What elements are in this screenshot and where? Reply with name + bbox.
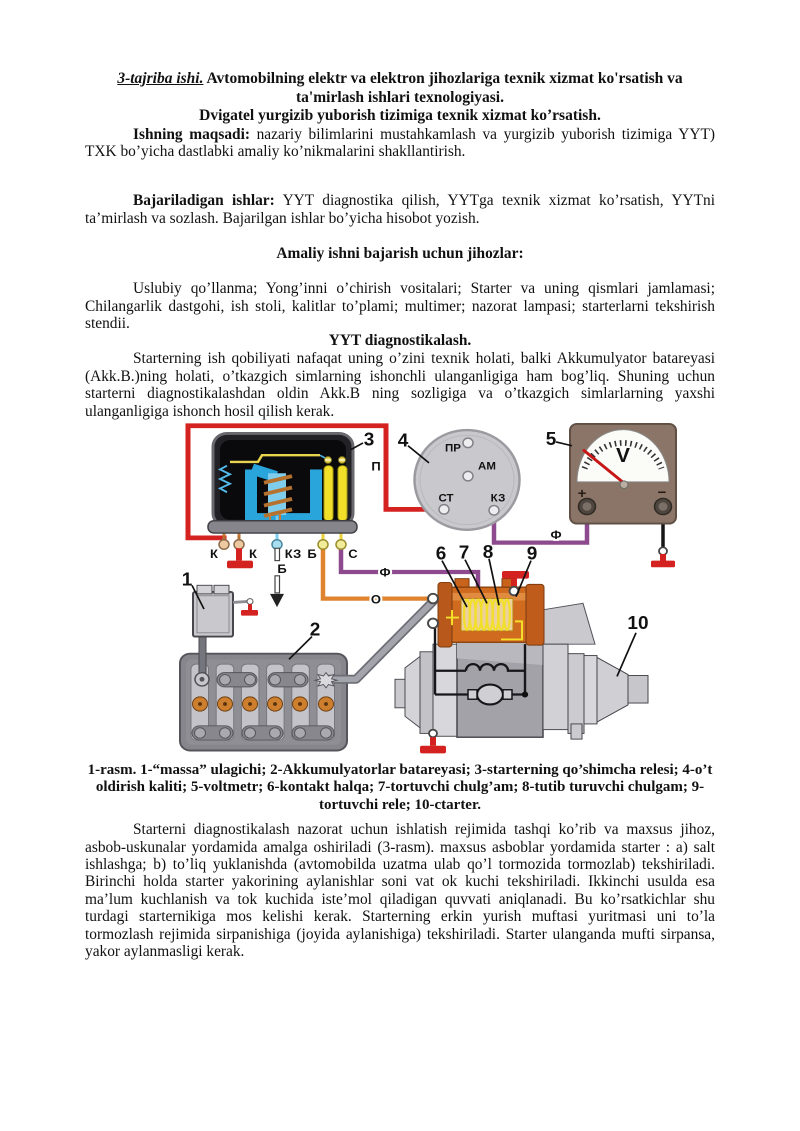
cap-dot — [298, 702, 302, 706]
title-text: Avtomobilning elektr va elektron jihozlariga texnik xizmat ko'rsatish va ta'mirlash ishlari texnologiyasi. — [203, 70, 683, 106]
purpose-label: Ishning maqsadi: — [133, 125, 250, 143]
label-3: 3 — [363, 429, 375, 450]
wire-label-o: О — [370, 592, 382, 607]
brush-left — [468, 690, 477, 699]
label-4: 4 — [397, 430, 409, 451]
massa-lever-pin — [247, 599, 253, 605]
strap-post — [295, 675, 306, 685]
ground-joint — [429, 730, 437, 738]
relay-terminal-k2 — [234, 540, 244, 549]
figure-caption: 1-rasm. 1-“massa” ulagichi; 2-Akkumulyatorlar batareyasi; 3-starterning qo’shimcha relesi; 4-o’t oldirish kaliti; 5-voltmetr; 6-kontakt halqa; 7-tortuvchi chulg’am; 8-tutib turuvchi chulgam; 9-tortuvchi rele; 10-ctarter. — [87, 761, 713, 813]
starter-cylinder — [433, 644, 457, 736]
tools-paragraph: Uslubiy qo’llanma; Yong’inni o’chirish vositalari; Starter va uning qismlari jamlamasi; Chilangarlik dastgohi, ish stoli, kalitlar to’plami; multimer; nazorat lampasi; starterlarni tekshirish stendii. — [85, 280, 715, 332]
strap-post — [220, 728, 231, 738]
switch-label-kz: КЗ — [490, 492, 506, 505]
starter-circuit-diagram — [170, 422, 690, 760]
wire-label-p: П — [371, 459, 381, 474]
cap-dot — [273, 702, 277, 706]
solenoid — [428, 571, 544, 647]
relay-terminal-k1 — [219, 540, 229, 549]
strap-post — [270, 728, 281, 738]
battery-wire-lower — [275, 576, 280, 593]
solenoid-mount-left — [455, 579, 469, 588]
starter-front-flange — [543, 644, 568, 729]
document-title — [85, 70, 715, 107]
wire-label-f2: Ф — [550, 528, 562, 542]
switch-terminal-st — [439, 505, 449, 514]
ground-stem — [248, 604, 252, 610]
solenoid-front-flange — [438, 582, 452, 647]
strap-post — [295, 728, 306, 738]
starter-rear-cap — [405, 656, 420, 727]
switch-terminal-kz — [489, 506, 499, 515]
massa-cap-right — [214, 585, 229, 594]
strap-post — [245, 675, 256, 685]
cap-dot — [248, 702, 252, 706]
label-6: 6 — [435, 543, 447, 564]
cap-dot — [198, 702, 202, 706]
ignition-switch — [415, 430, 520, 530]
starter-bracket — [568, 654, 584, 734]
relay-base — [208, 521, 357, 533]
relay-terminal-c — [336, 540, 346, 549]
wire-node — [522, 691, 528, 697]
switch-label-st: СТ — [438, 492, 454, 505]
strap-post — [321, 728, 332, 738]
strap-post — [195, 728, 206, 738]
voltmeter-plus-label: + — [577, 486, 587, 502]
purpose-paragraph — [85, 126, 715, 161]
label-2: 2 — [309, 619, 321, 640]
relay-contact-bar1 — [324, 466, 333, 521]
relay-core-right — [310, 469, 322, 520]
ground-joint — [659, 547, 667, 555]
solenoid-rear-cap — [526, 584, 544, 645]
ground-stem — [660, 554, 666, 562]
ground-symbol — [420, 746, 446, 754]
voltmeter-v-label: V — [615, 444, 631, 467]
massa-lever — [233, 601, 248, 602]
voltmeter-plus-terminal-cap — [583, 502, 592, 511]
solenoid-winding — [464, 600, 510, 630]
tools-heading: Amaliy ishni bajarish uchun jihozlar: — [276, 245, 524, 263]
label-5: 5 — [545, 428, 557, 449]
relay-terminal-b — [318, 540, 328, 549]
strap-post — [245, 728, 256, 738]
battery-wire-upper — [275, 548, 280, 560]
tasks-label: Bajariladigan ishlar: — [133, 192, 275, 210]
terminal-label-c: С — [348, 547, 358, 561]
strap-post — [270, 675, 281, 685]
cap-dot — [223, 702, 227, 706]
ground-symbol — [651, 561, 675, 568]
starter-rear-band — [420, 652, 433, 734]
battery-ring-hole — [200, 677, 205, 682]
document-subtitle: Dvigatel yurgizib yuborish tizimiga texnik xizmat ko’rsatish. — [199, 107, 601, 124]
brush-right — [503, 690, 512, 699]
leader-10 — [617, 633, 636, 677]
starter-foot — [571, 724, 582, 739]
starter-bell-housing — [536, 603, 595, 644]
ground-symbol — [227, 561, 253, 569]
ground-stem — [430, 737, 436, 746]
terminal-label-k2: К — [249, 547, 257, 561]
armature-symbol — [477, 684, 503, 704]
drive-cone — [597, 657, 628, 722]
battery-arrow-label: Б — [277, 562, 287, 576]
tasks-paragraph — [85, 192, 715, 227]
title-experiment-number: 3-tajriba ishi. — [117, 70, 204, 87]
relay-contact-bar2 — [338, 466, 347, 521]
body-paragraph: Starterni diagnostikalash nazorat uchun ishlatish rejimida tashqi ko’rib va maxsus jihoz, asbob-uskunalar yordamida amalga oshiriladi (3-rasm). maxsus asboblar yordamida starter : a) salt ishlashga; b) to’liq yuklanishda (avtomobilda uzatma ulab qo’l tormozida tormozlab) tekshiriladi. Birinchi holda starter yakorining aylanishlar soni vat ok kuchi tekshiriladi. Ikkinchi usulda esa ma’lum kuchlanish va tok kuchida iste’mol qiladigan quvvati aniqlanadi. Bu ko’rsatkichlar shu turdagi starternikiga mos kelishi kerak. Starterning erkin yurish muftasi yuritmasi uni to’la tormozlash rejimida sirpanishiga (joyida aylanishiga) tekshiriladi. Starter ulanganda mufti sirpansa, yakor aylanmasligi kerak. — [85, 821, 715, 961]
terminal-label-b: Б — [307, 547, 317, 561]
diagnostics-heading: YYT diagnostikalash. — [328, 332, 472, 350]
ground-symbol — [241, 610, 258, 616]
auxiliary-relay — [208, 433, 357, 607]
switch-label-pr: ПР — [445, 442, 461, 455]
terminal-label-kz: КЗ — [284, 547, 302, 561]
switch-terminal-am — [463, 471, 473, 480]
starter-rear-tip — [395, 679, 405, 707]
drive-cylinder — [584, 656, 597, 724]
solenoid-bolt-lower — [428, 619, 438, 628]
switch-label-am: АМ — [478, 460, 496, 473]
massa-cap-left — [197, 585, 212, 594]
voltmeter-pivot — [620, 481, 628, 489]
label-1: 1 — [181, 568, 193, 590]
strap-post — [220, 675, 231, 685]
wire-label-f1: Ф — [379, 566, 391, 580]
tasks-text: YYT diagnostika qilish, YYTga texnik xizmat ko’rsatish, YYTni ta’mirlash va sozlash. Bajarilgan ishlar bo’yicha hisobot yozish. — [85, 192, 715, 227]
arrow-down-icon — [270, 594, 284, 607]
solenoid-bolt-upper — [428, 594, 438, 603]
drive-shaft-tip — [628, 675, 648, 703]
switch-terminal-pr — [463, 438, 473, 447]
ground-stem — [236, 548, 242, 560]
cap-dot — [324, 702, 328, 706]
purpose-text: nazariy bilimlarini mustahkamlash va yurgizib yuborish tizimiga YYT) TXK bo’yicha dastlabki amaliy ko’nikmalarini shakllantirish. — [85, 125, 715, 160]
terminal-label-k1: К — [210, 547, 218, 561]
label-8: 8 — [482, 541, 494, 562]
label-10: 10 — [627, 612, 649, 633]
label-9: 9 — [526, 543, 538, 564]
figure-1-wiring-diagram — [85, 420, 715, 760]
label-7: 7 — [458, 542, 470, 563]
battery-star-terminal — [315, 673, 337, 688]
voltmeter-minus-label: − — [657, 485, 667, 501]
voltmeter-minus-terminal-cap — [659, 502, 668, 511]
diagnostics-paragraph: Starterning ish qobiliyati nafaqat uning o’zini texnik holati, balki Akkumulyator batareyasi (Akk.B.)ning holati, o’tkazgich simlarning ishonchli ulanganligiga ham bog’liq. Shuning uchun starterni diagnostikalashdan oldin Akk.B ning sozligiga va o’tkazgich simlarlarning yaxshi ulanganligiga ishonch hosil qilish kerak. — [85, 350, 715, 420]
